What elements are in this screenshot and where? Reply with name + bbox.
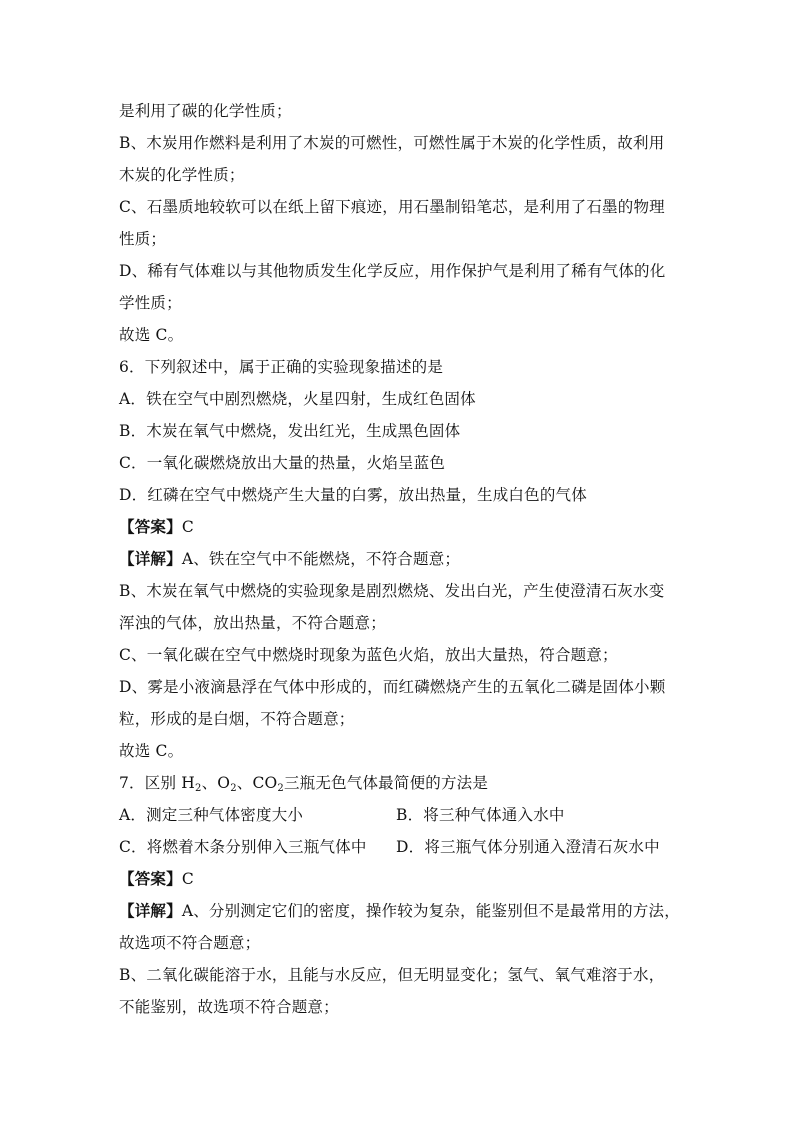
question-6-option-d: D．红磷在空气中燃烧产生大量的白雾，放出热量，生成白色的气体 <box>119 486 587 504</box>
question-6-option-a: A．铁在空气中剧烈燃烧，火星四射，生成红色固体 <box>119 390 476 408</box>
text-line: 学性质； <box>119 294 182 312</box>
text-line: 浑浊的气体，放出热量，不符合题意； <box>119 614 386 632</box>
text-line: C、一氧化碳在空气中燃烧时现象为蓝色火焰，放出大量热，符合题意； <box>119 646 618 664</box>
detail-text: A、铁在空气中不能燃烧，不符合题意； <box>181 550 461 568</box>
subscript: 2 <box>230 783 237 794</box>
text-line: 性质； <box>119 230 167 248</box>
answer-value: C <box>181 870 194 888</box>
answer-label: 【答案】 <box>119 869 182 888</box>
detail-label: 【详解】 <box>119 549 182 568</box>
detail-text: A、分别测定它们的密度，操作较为复杂，能鉴别但不是最常用的方法， <box>181 902 680 920</box>
answer-label: 【答案】 <box>119 517 182 536</box>
stem-text: 、CO <box>236 774 278 792</box>
text-line: 故选项不符合题意； <box>119 934 261 952</box>
question-7-stem <box>119 773 488 793</box>
stem-text: 三瓶无色气体最简便的方法是 <box>283 774 489 792</box>
subscript: 2 <box>195 783 202 794</box>
question-7-answer <box>119 869 194 889</box>
text-line: 木炭的化学性质； <box>119 166 245 184</box>
question-7-option-d: D．将三瓶气体分别通入澄清石灰水中 <box>396 838 660 856</box>
question-6-stem: 6．下列叙述中，属于正确的实验现象描述的是 <box>119 358 444 376</box>
text-line: 不能鉴别，故选项不符合题意； <box>119 998 339 1016</box>
stem-text: 、O <box>201 774 231 792</box>
text-line: B、木炭在氧气中燃烧的实验现象是剧烈燃烧、发出白光，产生使澄清石灰水变 <box>119 582 665 600</box>
stem-text: 7．区别 H <box>119 774 196 792</box>
text-line: D、稀有气体难以与其他物质发生化学反应，用作保护气是利用了稀有气体的化 <box>119 262 666 280</box>
text-line: C、石墨质地较软可以在纸上留下痕迹，用石墨制铅笔芯，是利用了石墨的物理 <box>119 198 665 216</box>
text-line: B、二氧化碳能溶于水，且能与水反应，但无明显变化；氢气、氧气难溶于水， <box>119 966 665 984</box>
question-7-option-c: C．将燃着木条分别伸入三瓶气体中 <box>119 838 367 856</box>
detail-label: 【详解】 <box>119 901 182 920</box>
text-line: B、木炭用作燃料是利用了木炭的可燃性，可燃性属于木炭的化学性质，故利用 <box>119 134 665 152</box>
answer-value: C <box>181 518 194 536</box>
question-6-detail <box>119 549 460 569</box>
text-line: 是利用了碳的化学性质； <box>119 102 292 120</box>
question-7-option-a: A．测定三种气体密度大小 <box>119 806 304 824</box>
text-line: D、雾是小液滴悬浮在气体中形成的，而红磷燃烧产生的五氧化二磷是固体小颗 <box>119 678 666 696</box>
text-line: 故选 C。 <box>119 326 184 344</box>
question-7-detail <box>119 901 680 921</box>
subscript: 2 <box>277 783 284 794</box>
question-6-answer <box>119 517 194 537</box>
question-6-option-c: C．一氧化碳燃烧放出大量的热量，火焰呈蓝色 <box>119 454 446 472</box>
question-7-option-b: B．将三种气体通入水中 <box>396 806 565 824</box>
question-6-option-b: B．木炭在氧气中燃烧，发出红光，生成黑色固体 <box>119 422 461 440</box>
text-line: 粒，形成的是白烟，不符合题意； <box>119 710 355 728</box>
text-line: 故选 C。 <box>119 742 184 760</box>
